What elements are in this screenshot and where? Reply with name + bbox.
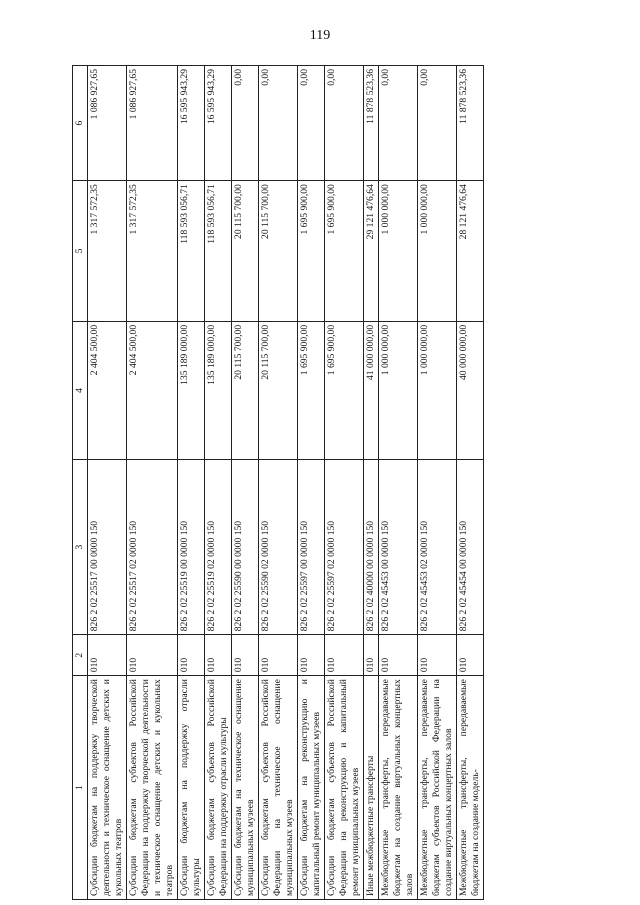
row-remaining-amount: 16 595 943,29 [205,66,232,181]
header-cell-1: 1 [73,676,88,900]
row-remaining-amount: 11 878 523,36 [457,66,484,181]
row-name: Субсидии бюджетам на техническое оснащение муниципальных музеев [232,676,259,900]
row-plan-amount: 2 404 500,00 [88,321,127,459]
row-name: Субсидии бюджетам на поддержку творческой деятельности и техническое оснащение детских и кукольных театров [88,676,127,900]
row-plan-amount: 1 695 900,00 [325,321,364,459]
row-name: Субсидии бюджетам на реконструкцию и капитальный ремонт муниципальных музеев [298,676,325,900]
row-executed-amount: 20 115 700,00 [259,181,298,322]
row-budget-code: 826 2 02 45454 00 0000 150 [457,460,484,635]
header-cell-5: 5 [73,181,88,322]
row-executed-amount: 1 000 000,00 [379,181,418,322]
row-admin-code: 010 [205,635,232,676]
row-name: Субсидии бюджетам субъектов Российской Федерации на реконструкцию и капитальный ремонт муниципальных музеев [325,676,364,900]
row-budget-code: 826 2 02 25517 00 0000 150 [88,460,127,635]
header-cell-4: 4 [73,321,88,459]
row-budget-code: 826 2 02 25597 02 0000 150 [325,460,364,635]
row-admin-code: 010 [457,635,484,676]
row-executed-amount: 20 115 700,00 [232,181,259,322]
row-remaining-amount: 0,00 [325,66,364,181]
table-row [88,66,127,900]
row-budget-code: 826 2 02 25590 02 0000 150 [259,460,298,635]
row-plan-amount: 20 115 700,00 [259,321,298,459]
row-plan-amount: 1 000 000,00 [379,321,418,459]
page-number: 119 [309,28,331,43]
row-budget-code: 826 2 02 45453 00 0000 150 [379,460,418,635]
row-executed-amount: 29 121 476,64 [364,181,379,322]
row-budget-code: 826 2 02 25597 00 0000 150 [298,460,325,635]
header-cell-3: 3 [73,460,88,635]
row-executed-amount: 28 121 476,64 [457,181,484,322]
row-executed-amount: 1 695 900,00 [325,181,364,322]
row-budget-code: 826 2 02 25519 02 0000 150 [205,460,232,635]
row-budget-code: 826 2 02 25590 00 0000 150 [232,460,259,635]
row-budget-code: 826 2 02 40000 00 0000 150 [364,460,379,635]
row-plan-amount: 40 000 000,00 [457,321,484,459]
table-row [127,66,178,900]
row-remaining-amount: 1 086 927,65 [88,66,127,181]
row-admin-code: 010 [379,635,418,676]
row-remaining-amount: 0,00 [232,66,259,181]
row-plan-amount: 41 000 000,00 [364,321,379,459]
rotated-table-container [72,65,580,900]
row-budget-code: 826 2 02 25517 02 0000 150 [127,460,178,635]
row-remaining-amount: 1 086 927,65 [127,66,178,181]
row-name: Иные межбюджетные трансферты [364,676,379,900]
budget-table [72,65,484,900]
row-remaining-amount: 0,00 [298,66,325,181]
table-row [325,66,364,900]
row-executed-amount: 1 695 900,00 [298,181,325,322]
header-cell-6: 6 [73,66,88,181]
row-executed-amount: 1 000 000,00 [418,181,457,322]
row-plan-amount: 20 115 700,00 [232,321,259,459]
row-plan-amount: 135 189 000,00 [205,321,232,459]
row-admin-code: 010 [364,635,379,676]
table-row [178,66,205,900]
row-admin-code: 010 [232,635,259,676]
row-name: Межбюджетные трансферты, передаваемые бюджетам субъектов Российской Федерации на создание виртуальных концертных залов [418,676,457,900]
row-name: Субсидии бюджетам субъектов Российской Федерации на поддержку отрасли культуры [205,676,232,900]
table-row [364,66,379,900]
table-row [418,66,457,900]
row-plan-amount: 135 189 000,00 [178,321,205,459]
row-admin-code: 010 [259,635,298,676]
row-remaining-amount: 0,00 [379,66,418,181]
row-remaining-amount: 0,00 [259,66,298,181]
row-name: Субсидии бюджетам субъектов Российской Федерации на поддержку творческой деятельности и техническое оснащение детских и кукольных театров [127,676,178,900]
row-admin-code: 010 [178,635,205,676]
row-admin-code: 010 [418,635,457,676]
table-row [259,66,298,900]
row-admin-code: 010 [325,635,364,676]
header-row [73,66,88,900]
row-executed-amount: 1 317 572,35 [127,181,178,322]
table-row [457,66,484,900]
row-name: Субсидии бюджетам на поддержку отрасли культуры [178,676,205,900]
table-row [298,66,325,900]
row-name: Межбюджетные трансферты, передаваемые бюджетам на создание модель- [457,676,484,900]
row-plan-amount: 1 695 900,00 [298,321,325,459]
row-admin-code: 010 [88,635,127,676]
table-row [232,66,259,900]
row-admin-code: 010 [127,635,178,676]
table-row [205,66,232,900]
table-row [379,66,418,900]
row-executed-amount: 118 593 056,71 [205,181,232,322]
row-name: Субсидии бюджетам субъектов Российской Федерации на техническое оснащение муниципальных музеев [259,676,298,900]
row-plan-amount: 1 000 000,00 [418,321,457,459]
row-admin-code: 010 [298,635,325,676]
row-budget-code: 826 2 02 25519 00 0000 150 [178,460,205,635]
row-remaining-amount: 0,00 [418,66,457,181]
row-executed-amount: 1 317 572,35 [88,181,127,322]
row-executed-amount: 118 593 056,71 [178,181,205,322]
header-cell-2: 2 [73,635,88,676]
table-body [88,66,484,900]
row-plan-amount: 2 404 500,00 [127,321,178,459]
row-remaining-amount: 11 878 523,36 [364,66,379,181]
row-remaining-amount: 16 595 943,29 [178,66,205,181]
row-name: Межбюджетные трансферты, передаваемые бюджетам на создание виртуальных концертных залов [379,676,418,900]
row-budget-code: 826 2 02 45453 02 0000 150 [418,460,457,635]
